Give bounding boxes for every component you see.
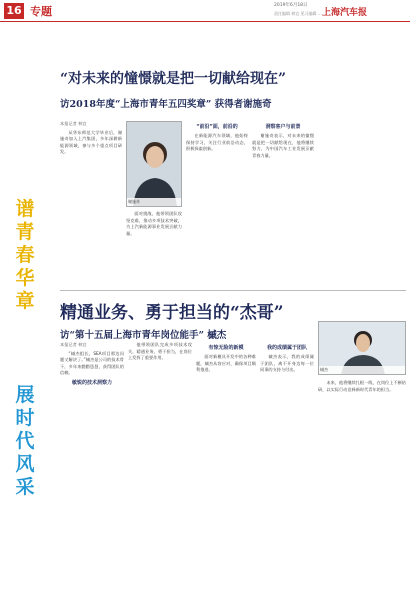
page-number: 16 bbox=[4, 3, 24, 19]
page-header bbox=[0, 0, 410, 22]
portrait-icon bbox=[127, 122, 182, 207]
article1-column-1 bbox=[60, 121, 122, 286]
article1-col1-text: 从华东师范大学毕业后，谢施奇加入上汽集团，多年深耕新能源领域，参与多个重点项目研发。 bbox=[60, 129, 122, 155]
vertical-slogan-bottom: 展 时 代 风 采 bbox=[15, 384, 35, 498]
article1-col4-heading: 洞察客户与前景 bbox=[265, 124, 301, 130]
issue-date: 2019年6月18日 bbox=[274, 3, 308, 8]
article2-photo-caption: 槭杰 bbox=[319, 366, 405, 374]
section-title: 专题 bbox=[30, 5, 52, 18]
article2-subtitle: 访“第十五届上海市青年岗位能手” 槭杰 bbox=[60, 330, 227, 341]
side-bar bbox=[0, 22, 56, 597]
article1-photo-caption: 谢施奇 bbox=[127, 198, 181, 206]
article1-column-2: 面对挑战，他带领团队攻坚克难，推动多项技术突破，为上汽新能源事业发展贡献力量。 bbox=[126, 211, 182, 236]
article1-reporter: 本报记者 林宜 bbox=[60, 121, 87, 126]
article2-reporter: 本报记者 林宜 bbox=[60, 342, 87, 347]
article1-column-4: 洞察客户与前景 谢施奇表示，对未来的憧憬就是把一切献给现在，他将继续努力，为中国汽车工业发展贡献青春力量。 bbox=[252, 124, 314, 158]
article1-title: “对未来的憧憬就是把一切献给现在” bbox=[60, 71, 287, 87]
article2-col3-heading: 有惊无险的新模 bbox=[208, 345, 244, 351]
article1-col3-heading: “前沿”面，前沿的 bbox=[196, 124, 238, 130]
article1-photo bbox=[126, 121, 182, 207]
article1-subtitle: 访2018年度“上海市青年五四奖章” 获得者谢施奇 bbox=[60, 99, 272, 110]
article2-col1-heading: 敏锐的技术洞察力 bbox=[71, 379, 112, 386]
article2-col4-heading: 我的成绩属于团队 bbox=[266, 345, 307, 351]
article2-column-4: 我的成绩属于团队 槭杰表示，我的成绩属于团队，离不开身边每一位同事的支持与付出。 bbox=[260, 345, 314, 373]
article2-column-5: 未来，他将继续扎根一线，在岗位上不断钻研，以实际行动诠释新时代青年的担当。 bbox=[318, 380, 406, 392]
article2-photo bbox=[318, 321, 406, 375]
article2-title: 精通业务、勇于担当的“杰哥” bbox=[60, 303, 284, 323]
article2-column-3: 有惊无险的新模 面对新模具开发中的各种难题，槭杰从容应对，确保项目顺利推进。 bbox=[196, 345, 256, 373]
article2-column-1: 本报记者 林宜 “槭杰组长，SEA项目那边问题又解决了。”槭杰是公司的技术骨干，多年来勤勤恳恳，获得团队的信赖。 敏锐的技术洞察力 bbox=[60, 342, 124, 386]
editor-byline: 责任编辑 林宜 见习编辑 …… bbox=[274, 11, 326, 16]
newspaper-brand: 上海汽车报 bbox=[322, 8, 368, 18]
article1-column-3: “前沿”面，前沿的 在新能源汽车领域，他始终保持学习，关注行业前沿动态，积极探索创新。 bbox=[186, 124, 248, 152]
vertical-slogan-top: 谱 青 春 华 章 bbox=[15, 198, 35, 312]
article-divider bbox=[60, 290, 406, 291]
article2-column-2: 他带领团队完成多项技术攻关，精通业务，勇于担当，在岗位上发挥了重要作用。 bbox=[128, 342, 192, 361]
